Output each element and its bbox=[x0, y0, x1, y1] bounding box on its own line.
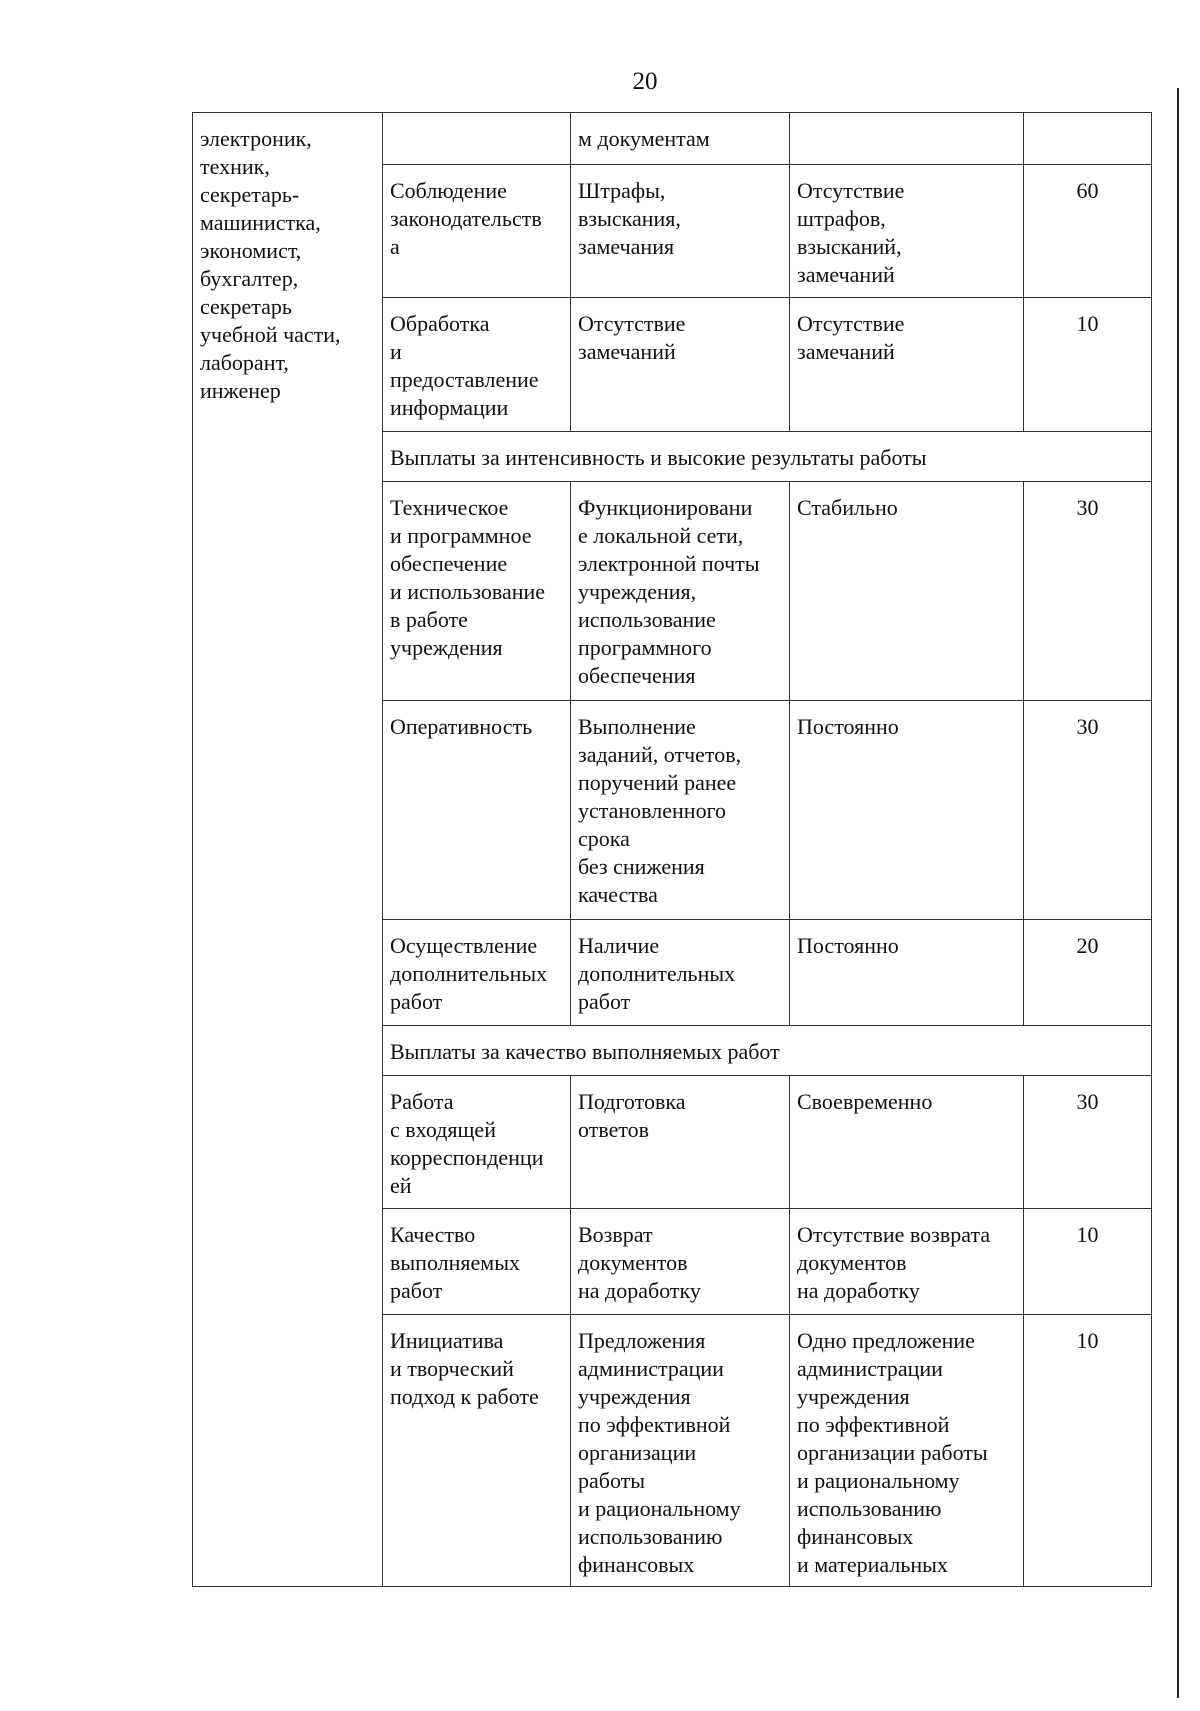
criteria-table bbox=[192, 112, 1152, 1587]
indicator-cell: Выполнение заданий, отчетов, поручений ранее установленного срока без снижения качества bbox=[571, 701, 790, 920]
score-cell: 30 bbox=[1024, 1076, 1152, 1209]
condition-cell: Своевременно bbox=[790, 1076, 1024, 1209]
indicator-cell: м документам bbox=[571, 113, 790, 165]
indicator-cell: Функционировани е локальной сети, электронной почты учреждения, использование программного обеспечения bbox=[571, 482, 790, 701]
section-title: Выплаты за интенсивность и высокие результаты работы bbox=[383, 432, 1152, 482]
score-cell bbox=[1024, 113, 1152, 165]
indicator-cell: Наличие дополнительных работ bbox=[571, 920, 790, 1026]
indicator-cell: Возврат документов на доработку bbox=[571, 1209, 790, 1315]
criterion-cell: Обработка и предоставление информации bbox=[383, 298, 571, 432]
criterion-cell: Оперативность bbox=[383, 701, 571, 920]
indicator-cell: Штрафы, взыскания, замечания bbox=[571, 165, 790, 298]
indicator-cell: Отсутствие замечаний bbox=[571, 298, 790, 432]
condition-cell: Отсутствие возврата документов на доработку bbox=[790, 1209, 1024, 1315]
condition-cell: Постоянно bbox=[790, 920, 1024, 1026]
criterion-cell: Качество выполняемых работ bbox=[383, 1209, 571, 1315]
condition-cell: Одно предложение администрации учреждения по эффективной организации работы и рациональному использованию финансовых и материальных bbox=[790, 1315, 1024, 1587]
criterion-cell bbox=[383, 113, 571, 165]
criteria-table-body bbox=[193, 113, 1152, 1587]
condition-cell: Отсутствие штрафов, взысканий, замечаний bbox=[790, 165, 1024, 298]
indicator-cell: Предложения администрации учреждения по эффективной организации работы и рациональному использованию финансовых bbox=[571, 1315, 790, 1587]
criterion-cell: Инициатива и творческий подход к работе bbox=[383, 1315, 571, 1587]
criterion-cell: Техническое и программное обеспечение и использование в работе учреждения bbox=[383, 482, 571, 701]
criterion-cell: Осуществление дополнительных работ bbox=[383, 920, 571, 1026]
criterion-cell: Соблюдение законодательств а bbox=[383, 165, 571, 298]
condition-cell bbox=[790, 113, 1024, 165]
score-cell: 30 bbox=[1024, 701, 1152, 920]
score-cell: 20 bbox=[1024, 920, 1152, 1026]
score-cell: 10 bbox=[1024, 1209, 1152, 1315]
score-cell: 10 bbox=[1024, 1315, 1152, 1587]
page-number: 20 bbox=[632, 68, 658, 95]
score-cell: 10 bbox=[1024, 298, 1152, 432]
score-cell: 60 bbox=[1024, 165, 1152, 298]
scan-edge-line bbox=[1177, 88, 1179, 1698]
table-row bbox=[193, 113, 1152, 165]
condition-cell: Стабильно bbox=[790, 482, 1024, 701]
criterion-cell: Работа с входящей корреспонденци ей bbox=[383, 1076, 571, 1209]
condition-cell: Постоянно bbox=[790, 701, 1024, 920]
indicator-cell: Подготовка ответов bbox=[571, 1076, 790, 1209]
score-cell: 30 bbox=[1024, 482, 1152, 701]
positions-cell: электроник, техник, секретарь- машинистка, экономист, бухгалтер, секретарь учебной части, лаборант, инженер bbox=[193, 113, 383, 1587]
condition-cell: Отсутствие замечаний bbox=[790, 298, 1024, 432]
section-title: Выплаты за качество выполняемых работ bbox=[383, 1026, 1152, 1076]
